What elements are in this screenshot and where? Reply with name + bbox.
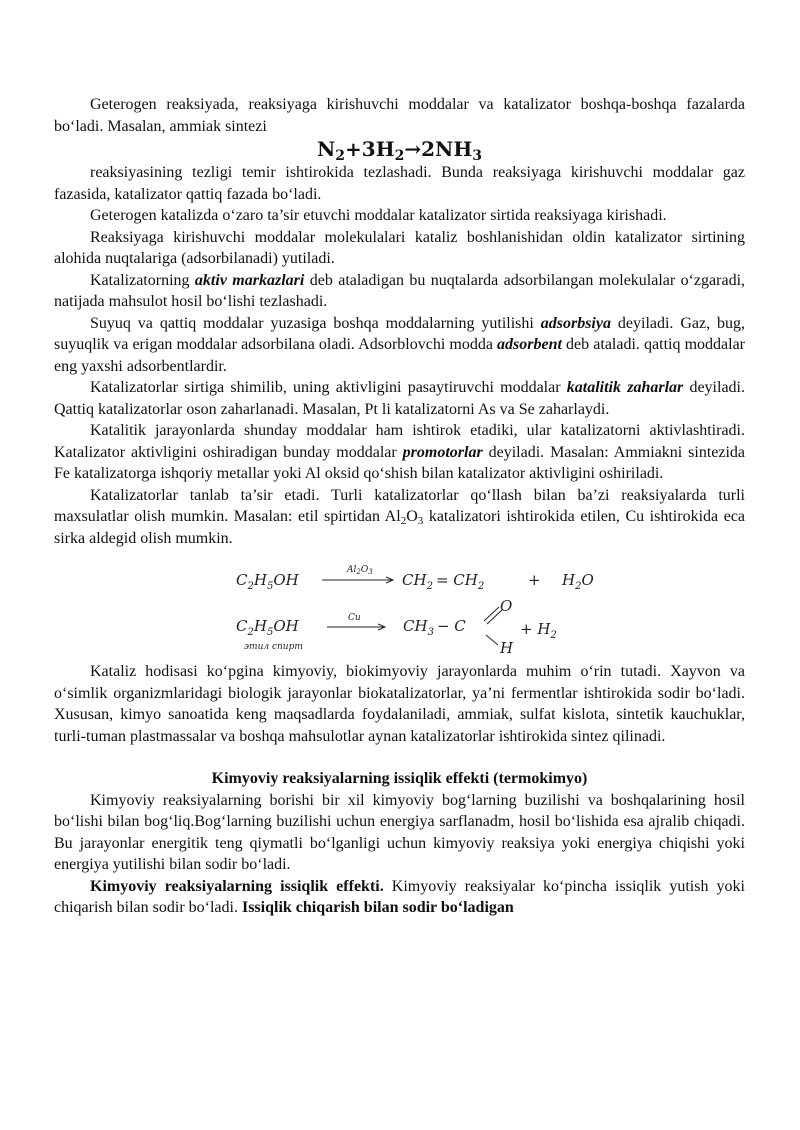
- r2-product: $CH_3 - C$: [403, 617, 466, 638]
- formula-product: 2NH: [421, 137, 473, 161]
- text: Kimyoviy reaksiyalar ko‘pincha issiqlik yutish yoki chiqarish bilan sodir bo‘ladi.: [54, 877, 746, 916]
- text: deb ataladigan bu nuqtalarda adsorbilangan molekulalar o‘zgaradi, natijada mahsulot hosil bo‘lishi tezlashadi.: [54, 271, 746, 310]
- r1-reactant: $C_2H_5OH$: [236, 571, 299, 592]
- paragraph: [54, 270, 745, 313]
- term-catalytic-poisons: katalitik zaharlar: [566, 379, 684, 396]
- paragraph: Reaksiyaga kirishuvchi moddalar molekulalari kataliz boshlanishidan oldin katalizator sirtining alohida nuqtalariga (adsorbilanadi) yutiladi.: [54, 228, 745, 267]
- r1-plus: +: [528, 571, 541, 589]
- r1-catalyst: $Al_2O_3$: [347, 565, 373, 576]
- term-adsorbent: adsorbent: [497, 336, 562, 353]
- paragraph: Geterogen reaksiyada, reaksiyaga kirishuvchi moddalar va katalizator boshqa-boshqa fazalarda bo‘ladi. Masalan, ammiak sintezi: [54, 96, 745, 135]
- r2-hydrogen: H: [500, 639, 514, 657]
- formula-n: N: [317, 137, 336, 161]
- r2-byproduct: + $H_2$: [520, 620, 557, 641]
- paragraph: Kataliz hodisasi ko‘pgina kimyoviy, biokimyoviy jarayonlarda muhim o‘rin tutadi. Xayvon va o‘simlik organizmlaridagi biologik jarayonlar biokatalizatorlar, ya’ni fermentlar ishtirokida sodir bo‘ladi. Xususan, kimyo sanoatida keng maqsadlarda foydalaniladi, ammiak, sulfat kislota, sintetik kauchuklar, turli-tuman plastmassalar va boshqa mahsulotlar aynan katalizatorlar ishtirokida sintez qilinadi.: [54, 663, 745, 745]
- ammonia-synthesis-formula: [54, 136, 745, 162]
- formula-sub: 2: [394, 148, 405, 164]
- reaction-equations: [54, 549, 745, 661]
- paragraph: [54, 377, 745, 420]
- paragraph: [54, 876, 745, 919]
- subscript: 2: [400, 515, 407, 527]
- r2-single-bond: [486, 635, 498, 645]
- formula-arrow: →: [404, 137, 422, 161]
- text: O: [406, 508, 418, 525]
- term-promoters: promotorlar: [402, 443, 483, 461]
- r2-label: этил спирт: [244, 642, 303, 652]
- text: katalizatori ishtirokida etilen, Cu ishtirokida eca sirka aldegid olish mumkin.: [54, 508, 745, 547]
- text: deb ataladi. qattiq moddalar eng yaxshi adsorbentlardir.: [54, 336, 745, 375]
- paragraph: [54, 485, 745, 550]
- bold-term: Issiqlik chiqarish bilan sodir bo‘ladigan: [241, 899, 514, 916]
- paragraph: reaksiyasining tezligi temir ishtirokida tezlashadi. Bunda reaksiyaga kirishuvchi moddalar gaz fazasida, katalizator qattiq fazada bo‘ladi.: [54, 164, 745, 203]
- r1-water: $H_2O$: [562, 571, 594, 592]
- text: deyiladi. Masalan: Ammiakni sintezida Fe katalizatorga ishqoriy metallar yoki Al oksid qo‘shish bilan katalizator aktivligini oshiriladi.: [54, 443, 746, 482]
- term-adsorption: adsorbsiya: [540, 314, 611, 332]
- r2-catalyst: Cu: [348, 613, 361, 623]
- term-active-centers: aktiv markazlari: [194, 271, 305, 289]
- section-heading: Kimyoviy reaksiyalarning issiqlik effekti (termokimyo): [211, 770, 588, 787]
- subscript: 3: [417, 515, 424, 527]
- text: Katalitik jarayonlarda shunday moddalar ham ishtirok etadiki, ular katalizatorni aktivlashtiradi. Katalizator aktivligini oshiradigan bunday moddalar: [54, 422, 745, 461]
- paragraph: [54, 313, 745, 378]
- formula-sub: 3: [472, 148, 482, 164]
- text: Katalizatorlar sirtiga shimilib, uning aktivligini pasaytiruvchi moddalar: [90, 379, 567, 396]
- r2-oxygen: O: [500, 597, 513, 615]
- text: deyiladi. Gaz, bug, suyuqlik va erigan moddalar adsorbilana oladi. Adsorblovchi modda: [54, 314, 746, 353]
- formula-sub: 2: [335, 148, 346, 164]
- document-page: [54, 94, 745, 919]
- r2-reactant: $C_2H_5OH$: [236, 617, 299, 638]
- paragraph: Kimyoviy reaksiyalarning borishi bir xil kimyoviy bog‘larning buzilishi va boshqalarining hosil bo‘lishi bilan bog‘liq.Bog‘larning buzilishi uchun energiya sarflanadm, hosil bo‘lishida esa ajralib chiqadi. Bu jarayonlar energitik teng qiymatli bo‘lganligi uchun kimyoviy reaksiya yoki energiya chiqishi yoki energiya yutilishi bilan sodir bo‘ladi.: [54, 791, 745, 873]
- equations-svg: [54, 549, 745, 661]
- formula-h: +3H: [345, 137, 395, 161]
- r1-products: $CH_2 = CH_2$: [402, 571, 485, 592]
- text: Suyuq va qattiq moddalar yuzasiga boshqa moddalarning yutilishi: [90, 314, 541, 332]
- text: Katalizatorlar tanlab ta’sir etadi. Turli katalizatorlar qo‘llash bilan ba’zi reaksiyalarda turli maxsulatlar olish mumkin. Masalan: etil spirtidan Al: [54, 486, 745, 525]
- paragraph: [54, 420, 745, 485]
- text: Katalizatorning: [90, 271, 195, 289]
- bold-term: Kimyoviy reaksiyalarning issiqlik effekti.: [90, 877, 384, 895]
- paragraph: Geterogen katalizda o‘zaro ta’sir etuvchi moddalar katalizator sirtida reaksiyaga kirishadi.: [90, 207, 667, 224]
- text: deyiladi. Qattiq katalizatorlar oson zaharlanadi. Masalan, Pt li katalizatorni As va Se zaharlaydi.: [54, 379, 745, 418]
